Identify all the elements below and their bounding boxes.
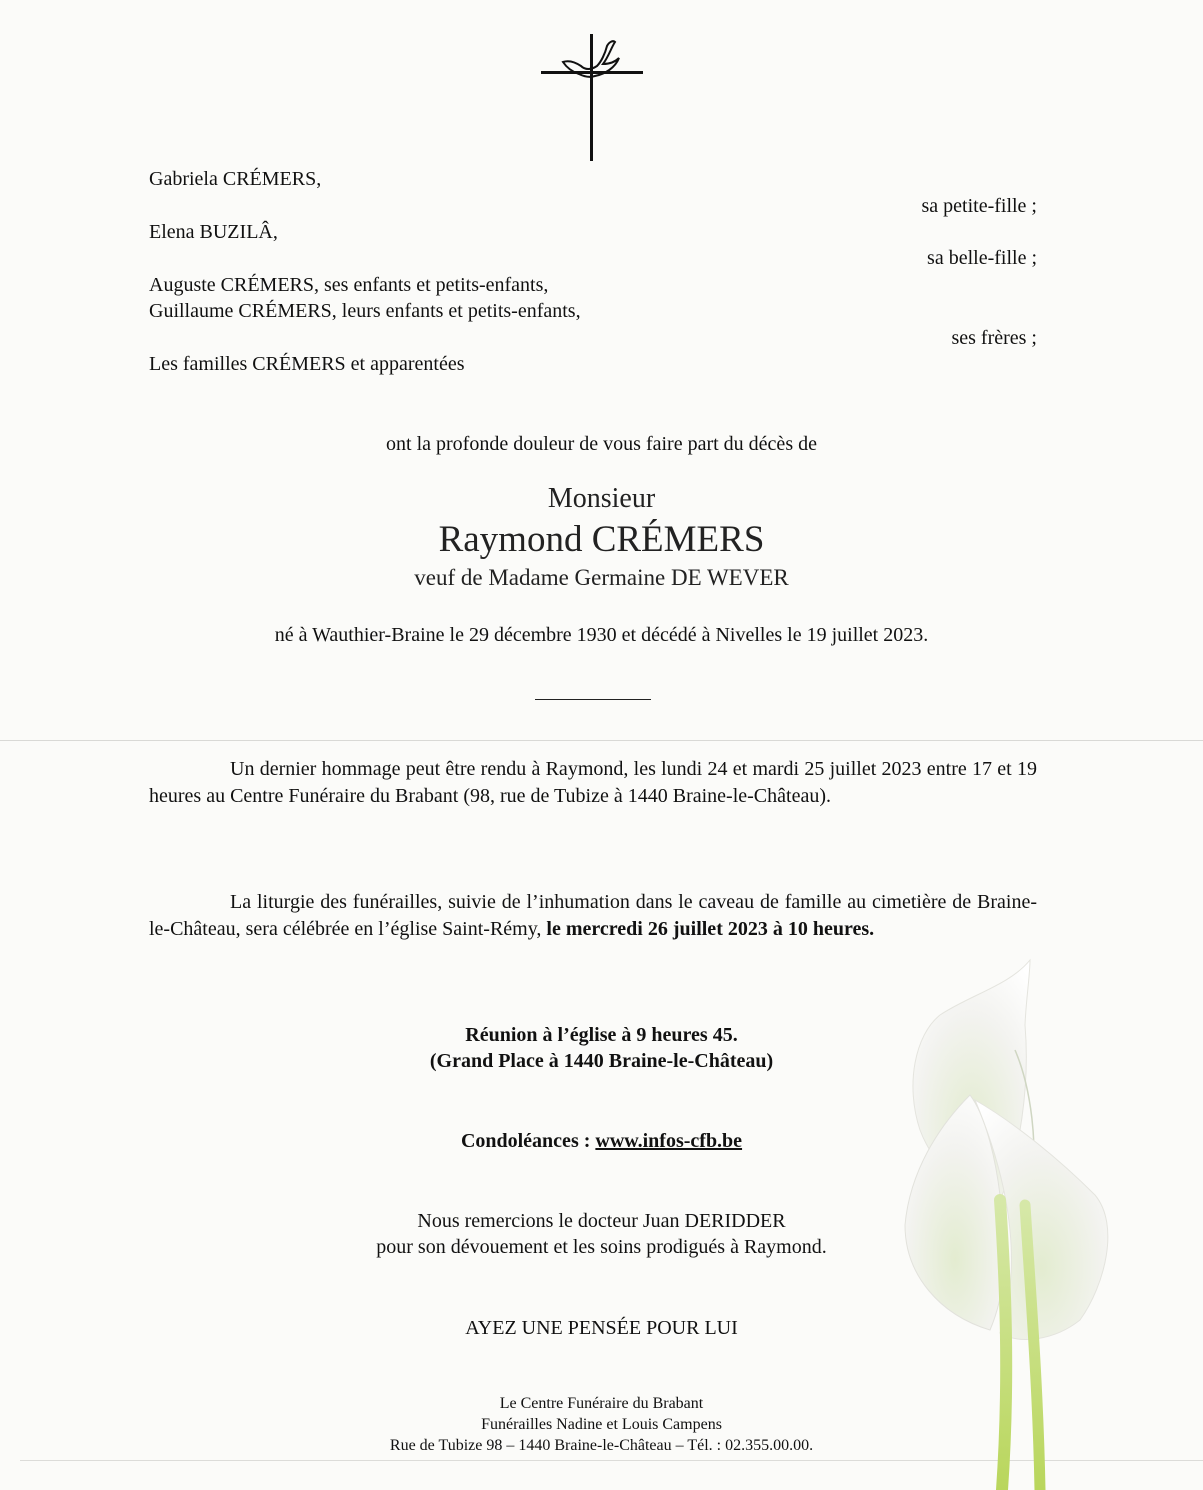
family-line-5: Les familles CRÉMERS et apparentées: [149, 353, 465, 375]
deceased-dates: né à Wauthier-Braine le 29 décembre 1930 et décédé à Nivelles le 19 juillet 2023.: [274, 624, 929, 646]
family-relation-1: sa petite-fille ;: [921, 195, 1037, 217]
family-line-2: Elena BUZILÂ,: [149, 221, 278, 243]
family-line-4: Guillaume CRÉMERS, leurs enfants et petits-enfants,: [149, 300, 581, 322]
page-fold-line: [0, 740, 1203, 741]
closing-text: AYEZ UNE PENSÉE POUR LUI: [465, 1317, 738, 1339]
reunion-line-1: Réunion à l’église à 9 heures 45.: [465, 1024, 738, 1046]
family-relation-2: sa belle-fille ;: [927, 247, 1037, 269]
deceased-name: Raymond CRÉMERS: [438, 519, 765, 560]
liturgy-date: le mercredi 26 juillet 2023 à 10 heures.: [546, 917, 875, 940]
announcement-text: ont la profonde douleur de vous faire part du décès de: [386, 433, 817, 455]
footer-line-3: Rue de Tubize 98 – 1440 Braine-le-Château – Tél. : 02.355.00.00.: [389, 1437, 814, 1454]
family-relation-3: ses frères ;: [951, 327, 1037, 349]
deceased-widow: veuf de Madame Germaine DE WEVER: [414, 565, 789, 590]
footer-line-2: Funérailles Nadine et Louis Campens: [481, 1416, 722, 1433]
deceased-title: Monsieur: [547, 483, 656, 514]
separator-rule: [535, 699, 651, 700]
liturgy-paragraph: La liturgie des funérailles, suivie de l’inhumation dans le caveau de famille au cimetière de Braine-le-Château, sera célébrée en l’église Saint-Rémy, le mercredi 26 juillet 2023 à 10 heures.: [149, 891, 1037, 940]
condoleances-link[interactable]: www.infos-cfb.be: [595, 1130, 743, 1152]
family-line-1: Gabriela CRÉMERS,: [149, 168, 322, 190]
footer-line-1: Le Centre Funéraire du Brabant: [499, 1395, 704, 1412]
calla-lily-illustration: [880, 955, 1110, 1490]
condoleances-label: Condoléances :: [460, 1130, 596, 1152]
thanks-line-1: Nous remercions le docteur Juan DERIDDER: [417, 1210, 786, 1232]
family-line-3: Auguste CRÉMERS, ses enfants et petits-enfants,: [149, 274, 549, 296]
hommage-paragraph: Un dernier hommage peut être rendu à Raymond, les lundi 24 et mardi 25 juillet 2023 entre 17 et 19 heures au Centre Funéraire du Brabant (98, rue de Tubize à 1440 Braine-le-Château).: [149, 758, 1037, 807]
reunion-line-2: (Grand Place à 1440 Braine-le-Château): [429, 1050, 774, 1072]
thanks-line-2: pour son dévouement et les soins prodigués à Raymond.: [376, 1236, 827, 1258]
